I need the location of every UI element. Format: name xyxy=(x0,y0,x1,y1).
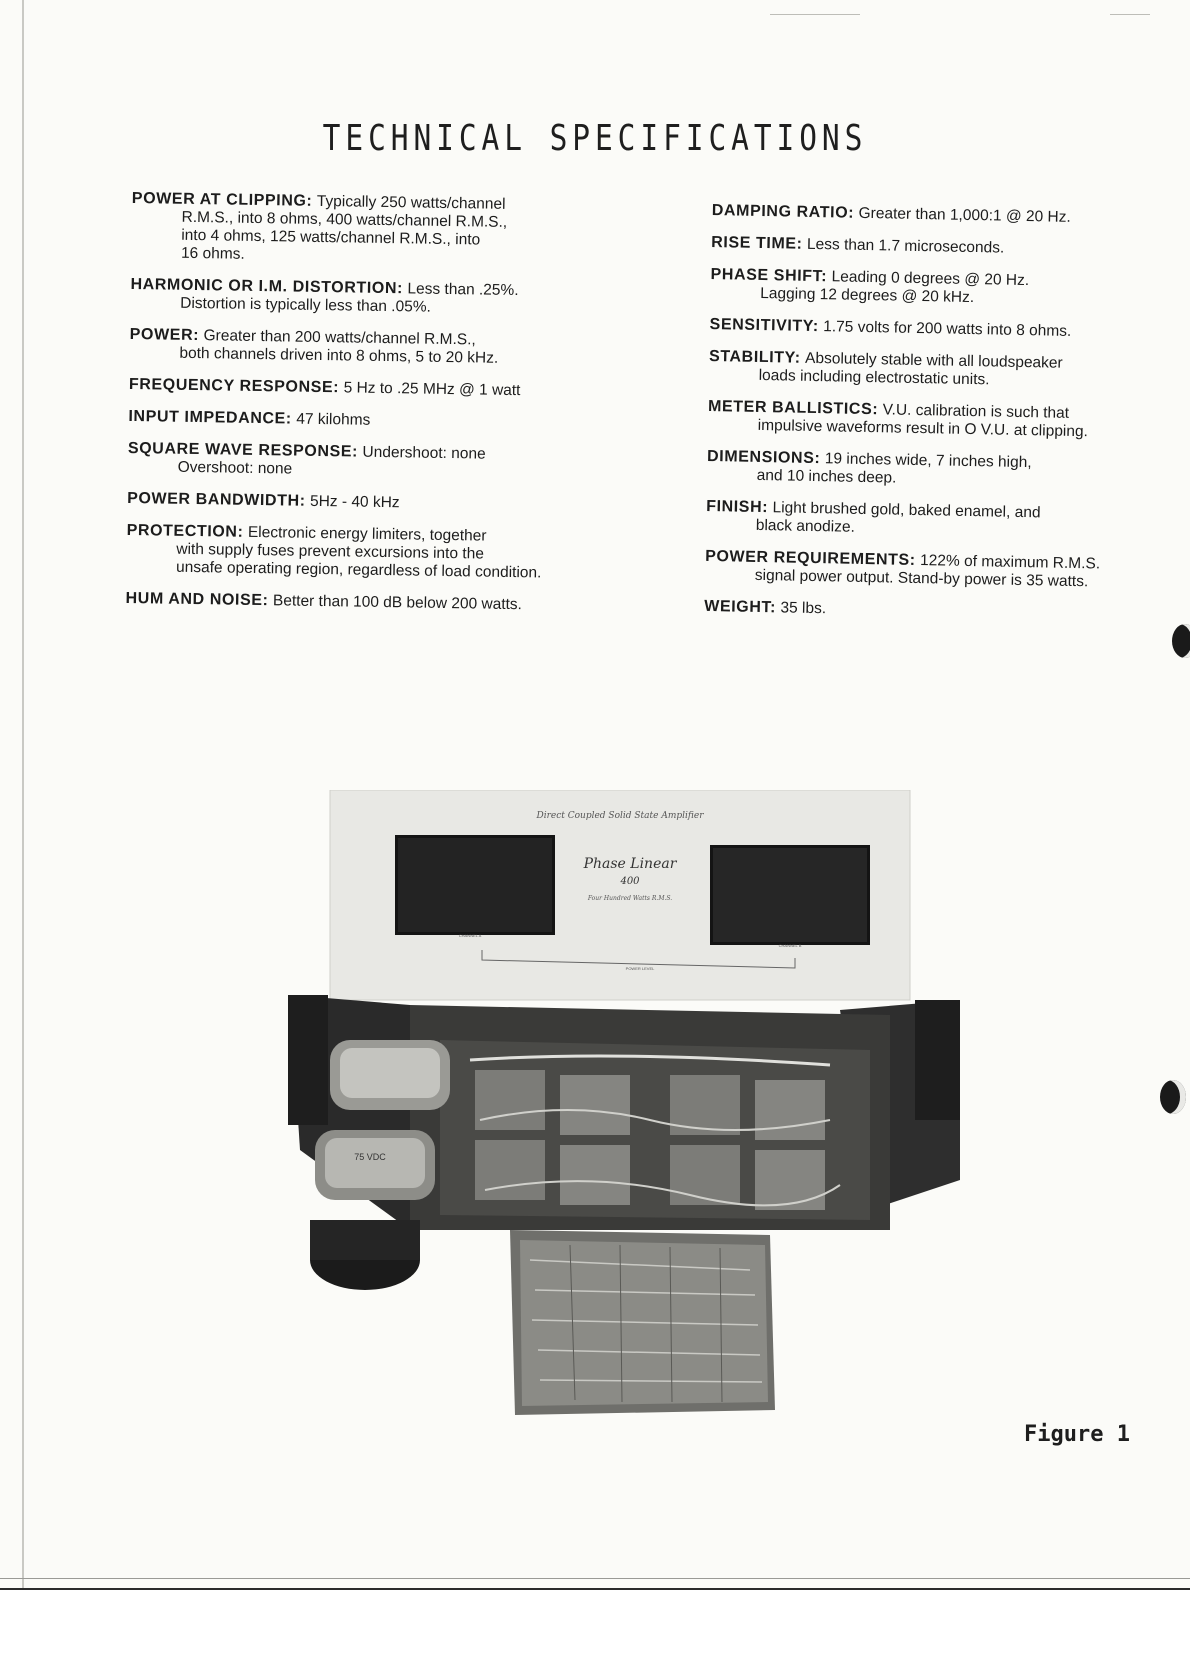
scan-mark xyxy=(770,14,860,15)
spec-value: Greater than 200 watts/channel R.M.S., xyxy=(203,327,476,349)
spec-value: 19 inches wide, 7 inches high, xyxy=(824,450,1032,472)
spec-continuation-line: loads including electrostatic units. xyxy=(758,366,990,389)
spec-value: 122% of maximum R.M.S. xyxy=(919,552,1101,573)
spec-label: INPUT IMPEDANCE: xyxy=(128,407,292,428)
amplifier-photo xyxy=(270,790,970,1420)
spec-item xyxy=(128,440,599,483)
spec-label: FREQUENCY RESPONSE: xyxy=(128,375,340,397)
binder-hole xyxy=(1160,1080,1186,1114)
spec-label: HARMONIC OR I.M. DISTORTION: xyxy=(130,275,404,298)
scan-mark xyxy=(1110,14,1150,15)
spec-value: Less than 1.7 microseconds. xyxy=(806,235,1005,257)
spec-continuation-line: both channels driven into 8 ohms, 5 to 20 kHz. xyxy=(179,344,499,367)
spec-label: RISE TIME: xyxy=(711,233,803,253)
spec-label: HUM AND NOISE: xyxy=(125,589,269,610)
capacitor-label: 75 VDC xyxy=(354,1152,386,1162)
spec-value: 1.75 volts for 200 watts into 8 ohms. xyxy=(823,318,1072,340)
channel-a-label: CHANNEL A xyxy=(458,933,482,938)
spec-label: SQUARE WAVE RESPONSE: xyxy=(127,439,359,461)
spec-header xyxy=(128,408,598,433)
panel-model: 400 xyxy=(620,876,640,887)
spec-value: 35 lbs. xyxy=(780,599,827,618)
spec-value: 5 Hz to .25 MHz @ 1 watt xyxy=(343,379,521,400)
page-left-edge xyxy=(22,0,24,1590)
page-title: TECHNICAL SPECIFICATIONS xyxy=(322,118,868,159)
panel-text-top: Direct Coupled Solid State Amplifier xyxy=(536,811,704,821)
spec-continuation-line: unsafe operating region, regardless of load condition. xyxy=(175,558,542,582)
spec-label: POWER AT CLIPPING: xyxy=(131,190,313,210)
spec-item xyxy=(708,398,1149,442)
spec-header xyxy=(712,202,1152,228)
spec-continuation-line: into 4 ohms, 125 watts/channel R.M.S., into xyxy=(181,226,481,249)
spec-header xyxy=(711,234,1151,260)
spec-value: Electronic energy limiters, together xyxy=(247,523,487,545)
spec-label: POWER REQUIREMENTS: xyxy=(705,547,916,569)
spec-header xyxy=(125,590,595,615)
spec-continuation-line: signal power output. Stand-by power is 35 watts. xyxy=(754,566,1089,591)
specs-right-column xyxy=(704,202,1152,638)
spec-value: Leading 0 degrees @ 20 Hz. xyxy=(831,268,1030,290)
spec-item xyxy=(712,202,1152,228)
spec-header xyxy=(709,316,1149,342)
spec-continuation-line: black anodize. xyxy=(755,516,856,536)
spec-item xyxy=(131,190,602,269)
spec-item xyxy=(128,408,598,433)
specs-left-column xyxy=(125,190,602,629)
spec-item xyxy=(705,548,1146,592)
spec-continuation-line: Distortion is typically less than .05%. xyxy=(180,294,432,316)
spec-label: POWER BANDWIDTH: xyxy=(127,489,306,510)
power-level-label: POWER LEVEL xyxy=(625,966,655,971)
scan-background xyxy=(0,1590,1190,1680)
panel-subtitle: Four Hundred Watts R.M.S. xyxy=(587,895,673,902)
spec-value: Less than .25%. xyxy=(407,280,519,300)
spec-item xyxy=(129,376,599,401)
spec-value: V.U. calibration is such that xyxy=(882,401,1070,422)
spec-label: POWER: xyxy=(129,325,200,345)
spec-value: Undershoot: none xyxy=(362,443,486,463)
spec-value: Greater than 1,000:1 @ 20 Hz. xyxy=(858,204,1071,226)
spec-value: Absolutely stable with all loudspeaker xyxy=(804,349,1063,372)
spec-item xyxy=(709,316,1149,342)
spec-label: SENSITIVITY: xyxy=(709,315,819,336)
spec-item xyxy=(707,448,1148,492)
spec-item xyxy=(125,590,595,615)
spec-value: 47 kilohms xyxy=(296,410,371,429)
spec-continuation-line: 16 ohms. xyxy=(180,244,245,263)
spec-label: DIMENSIONS: xyxy=(706,447,821,468)
spec-item xyxy=(710,266,1151,310)
spec-continuation-line: impulsive waveforms result in O V.U. at clipping. xyxy=(757,416,1089,441)
spec-label: PHASE SHIFT: xyxy=(710,265,828,286)
spec-continuation-line: with supply fuses prevent excursions into the xyxy=(176,540,485,563)
spec-continuation-line: and 10 inches deep. xyxy=(756,466,897,487)
spec-item xyxy=(709,348,1150,392)
spec-continuation-line: Lagging 12 degrees @ 20 kHz. xyxy=(760,284,975,307)
spec-label: METER BALLISTICS: xyxy=(707,397,879,419)
spec-continuation-line: Overshoot: none xyxy=(177,458,293,478)
figure-caption: Figure 1 xyxy=(1024,1422,1130,1447)
spec-item xyxy=(130,276,601,319)
spec-header xyxy=(704,598,1144,624)
spec-value: Light brushed gold, baked enamel, and xyxy=(772,499,1041,522)
panel-brand: Phase Linear xyxy=(583,856,677,872)
channel-b-label: CHANNEL B xyxy=(778,943,802,948)
spec-item xyxy=(706,498,1147,542)
spec-label: DAMPING RATIO: xyxy=(711,202,855,222)
spec-value: Typically 250 watts/channel xyxy=(316,192,506,213)
spec-item xyxy=(129,326,600,369)
spec-label: FINISH: xyxy=(705,497,769,517)
spec-header xyxy=(127,490,597,515)
binder-hole xyxy=(1172,624,1190,658)
spec-continuation-line: R.M.S., into 8 ohms, 400 watts/channel R.M.S., xyxy=(181,208,508,231)
spec-header xyxy=(129,376,599,401)
spec-label: STABILITY: xyxy=(708,347,801,367)
spec-item xyxy=(126,522,597,583)
spec-label: WEIGHT: xyxy=(704,597,777,617)
spec-item xyxy=(704,598,1144,624)
spec-label: PROTECTION: xyxy=(126,521,244,541)
spec-item xyxy=(711,234,1151,260)
spec-value: 5Hz - 40 kHz xyxy=(309,492,400,512)
spec-item xyxy=(127,490,597,515)
spec-value: Better than 100 dB below 200 watts. xyxy=(272,592,523,614)
scan-edge-line xyxy=(0,1578,1190,1579)
